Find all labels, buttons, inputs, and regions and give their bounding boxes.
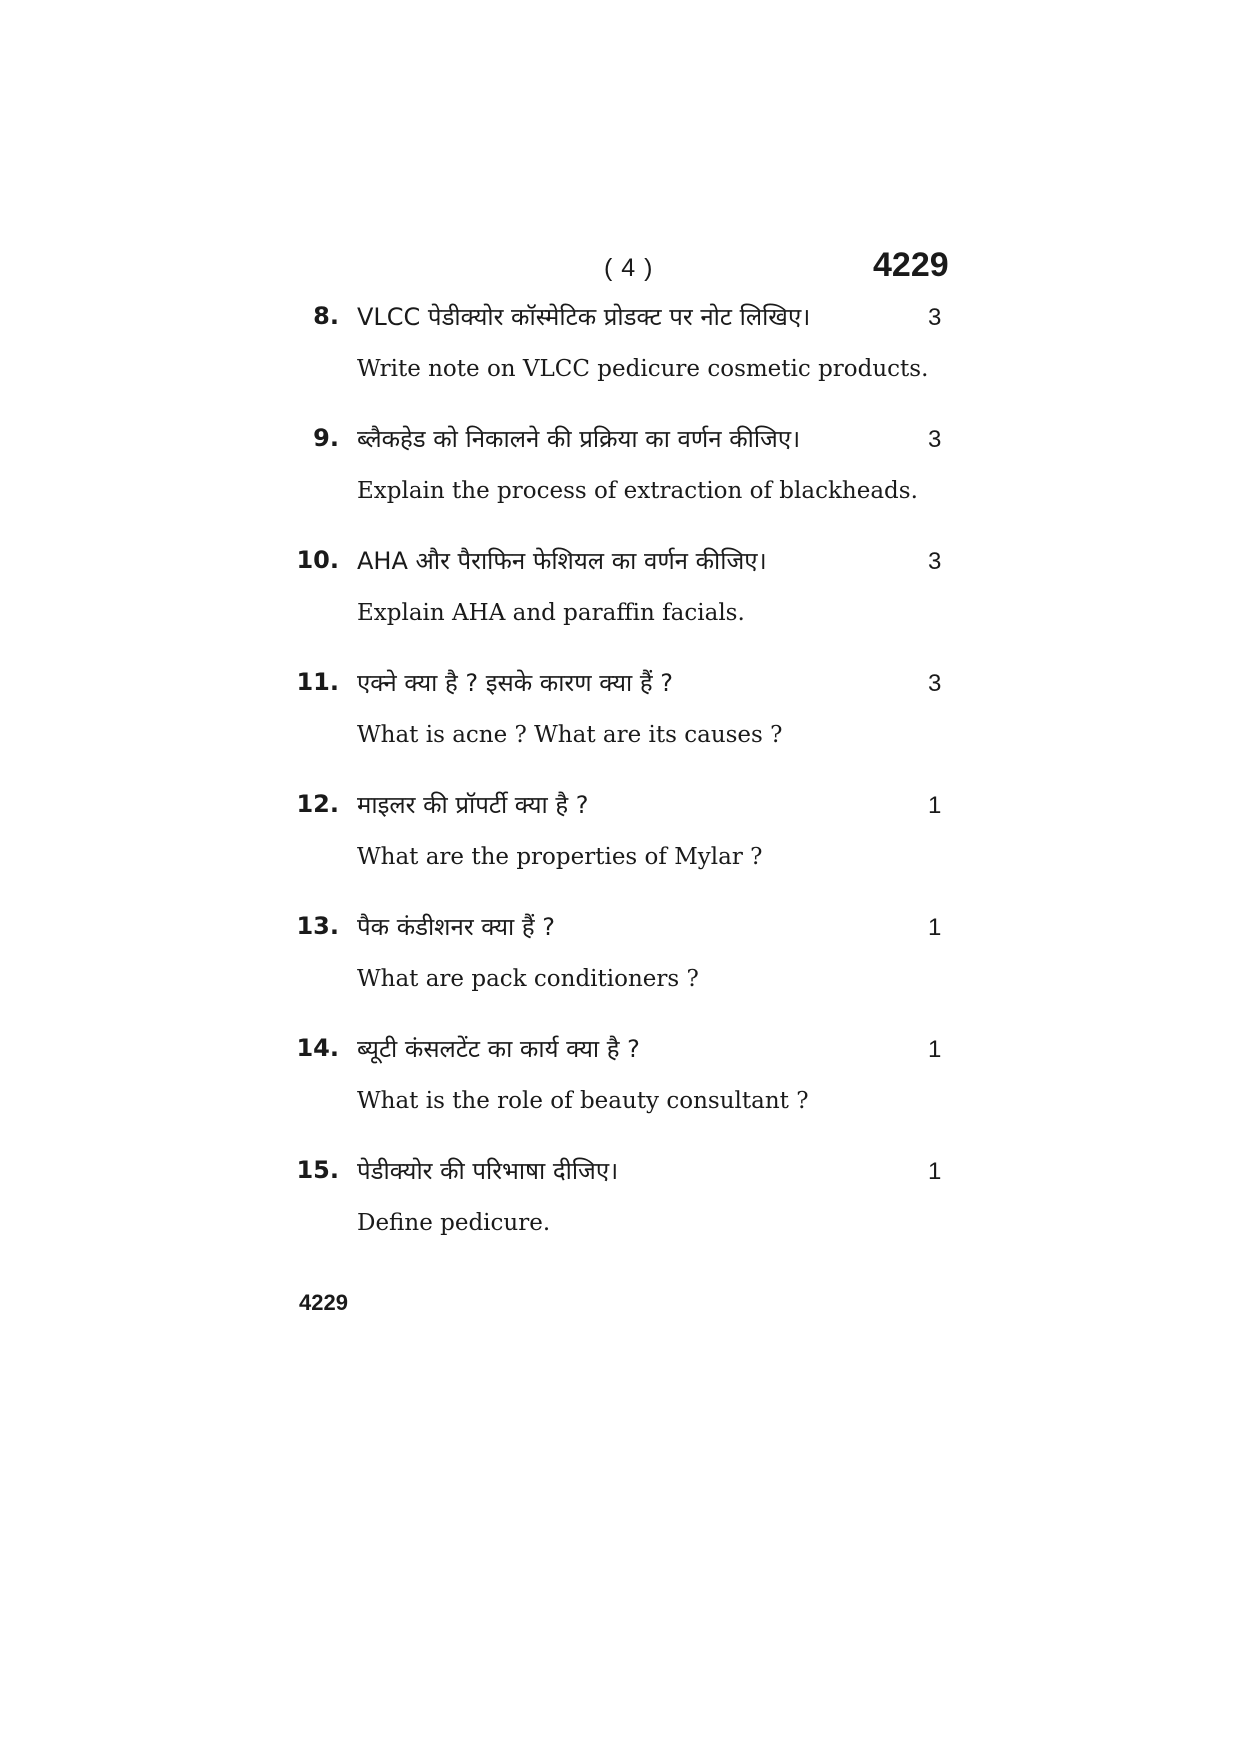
question-list bbox=[0, 298, 1240, 1274]
question-number: 8. bbox=[313, 302, 339, 330]
page-header bbox=[0, 246, 1240, 296]
question-text-english: Explain the process of extraction of blackheads. bbox=[357, 478, 918, 504]
question-text-english: Define pedicure. bbox=[357, 1210, 551, 1236]
question-15 bbox=[0, 1152, 1240, 1274]
question-text-hindi: पैक कंडीशनर क्या हैं ? bbox=[357, 913, 555, 941]
question-number: 11. bbox=[296, 668, 339, 696]
question-marks: 1 bbox=[928, 914, 942, 941]
paper-code-top: 4229 bbox=[873, 246, 949, 284]
question-text-english: What are the properties of Mylar ? bbox=[357, 844, 763, 870]
question-text-hindi: VLCC पेडीक्योर कॉस्मेटिक प्रोडक्ट पर नोट लिखिए। bbox=[357, 303, 811, 331]
question-text-english: What are pack conditioners ? bbox=[357, 966, 699, 992]
question-9 bbox=[0, 420, 1240, 542]
paper-code-bottom: 4229 bbox=[299, 1290, 348, 1315]
question-text-hindi: ब्यूटी कंसलटेंट का कार्य क्या है ? bbox=[357, 1035, 640, 1063]
question-text-english: What is the role of beauty consultant ? bbox=[357, 1088, 809, 1114]
question-number: 14. bbox=[296, 1034, 339, 1062]
question-text-english: What is acne ? What are its causes ? bbox=[357, 722, 783, 748]
question-number: 12. bbox=[296, 790, 339, 818]
question-text-hindi: ब्लैकहेड को निकालने की प्रक्रिया का वर्णन कीजिए। bbox=[357, 425, 801, 453]
question-text-hindi: माइलर की प्रॉपर्टी क्या है ? bbox=[357, 791, 589, 819]
question-number: 9. bbox=[313, 424, 339, 452]
question-marks: 3 bbox=[928, 548, 942, 575]
question-number: 15. bbox=[296, 1156, 339, 1184]
question-12 bbox=[0, 786, 1240, 908]
question-marks: 1 bbox=[928, 792, 942, 819]
question-10 bbox=[0, 542, 1240, 664]
question-text-english: Write note on VLCC pedicure cosmetic products. bbox=[357, 356, 929, 382]
question-marks: 1 bbox=[928, 1158, 942, 1185]
question-11 bbox=[0, 664, 1240, 786]
question-text-hindi: पेडीक्योर की परिभाषा दीजिए। bbox=[357, 1157, 619, 1185]
question-text-english: Explain AHA and paraffin facials. bbox=[357, 600, 745, 626]
question-8 bbox=[0, 298, 1240, 420]
question-marks: 3 bbox=[928, 304, 942, 331]
question-marks: 3 bbox=[928, 670, 942, 697]
question-13 bbox=[0, 908, 1240, 1030]
question-text-hindi: AHA और पैराफिन फेशियल का वर्णन कीजिए। bbox=[357, 547, 767, 575]
question-number: 10. bbox=[296, 546, 339, 574]
question-marks: 1 bbox=[928, 1036, 942, 1063]
question-number: 13. bbox=[296, 912, 339, 940]
question-text-hindi: एक्ने क्या है ? इसके कारण क्या हैं ? bbox=[357, 669, 673, 697]
question-14 bbox=[0, 1030, 1240, 1152]
question-marks: 3 bbox=[928, 426, 942, 453]
page-number: ( 4 ) bbox=[604, 254, 654, 282]
